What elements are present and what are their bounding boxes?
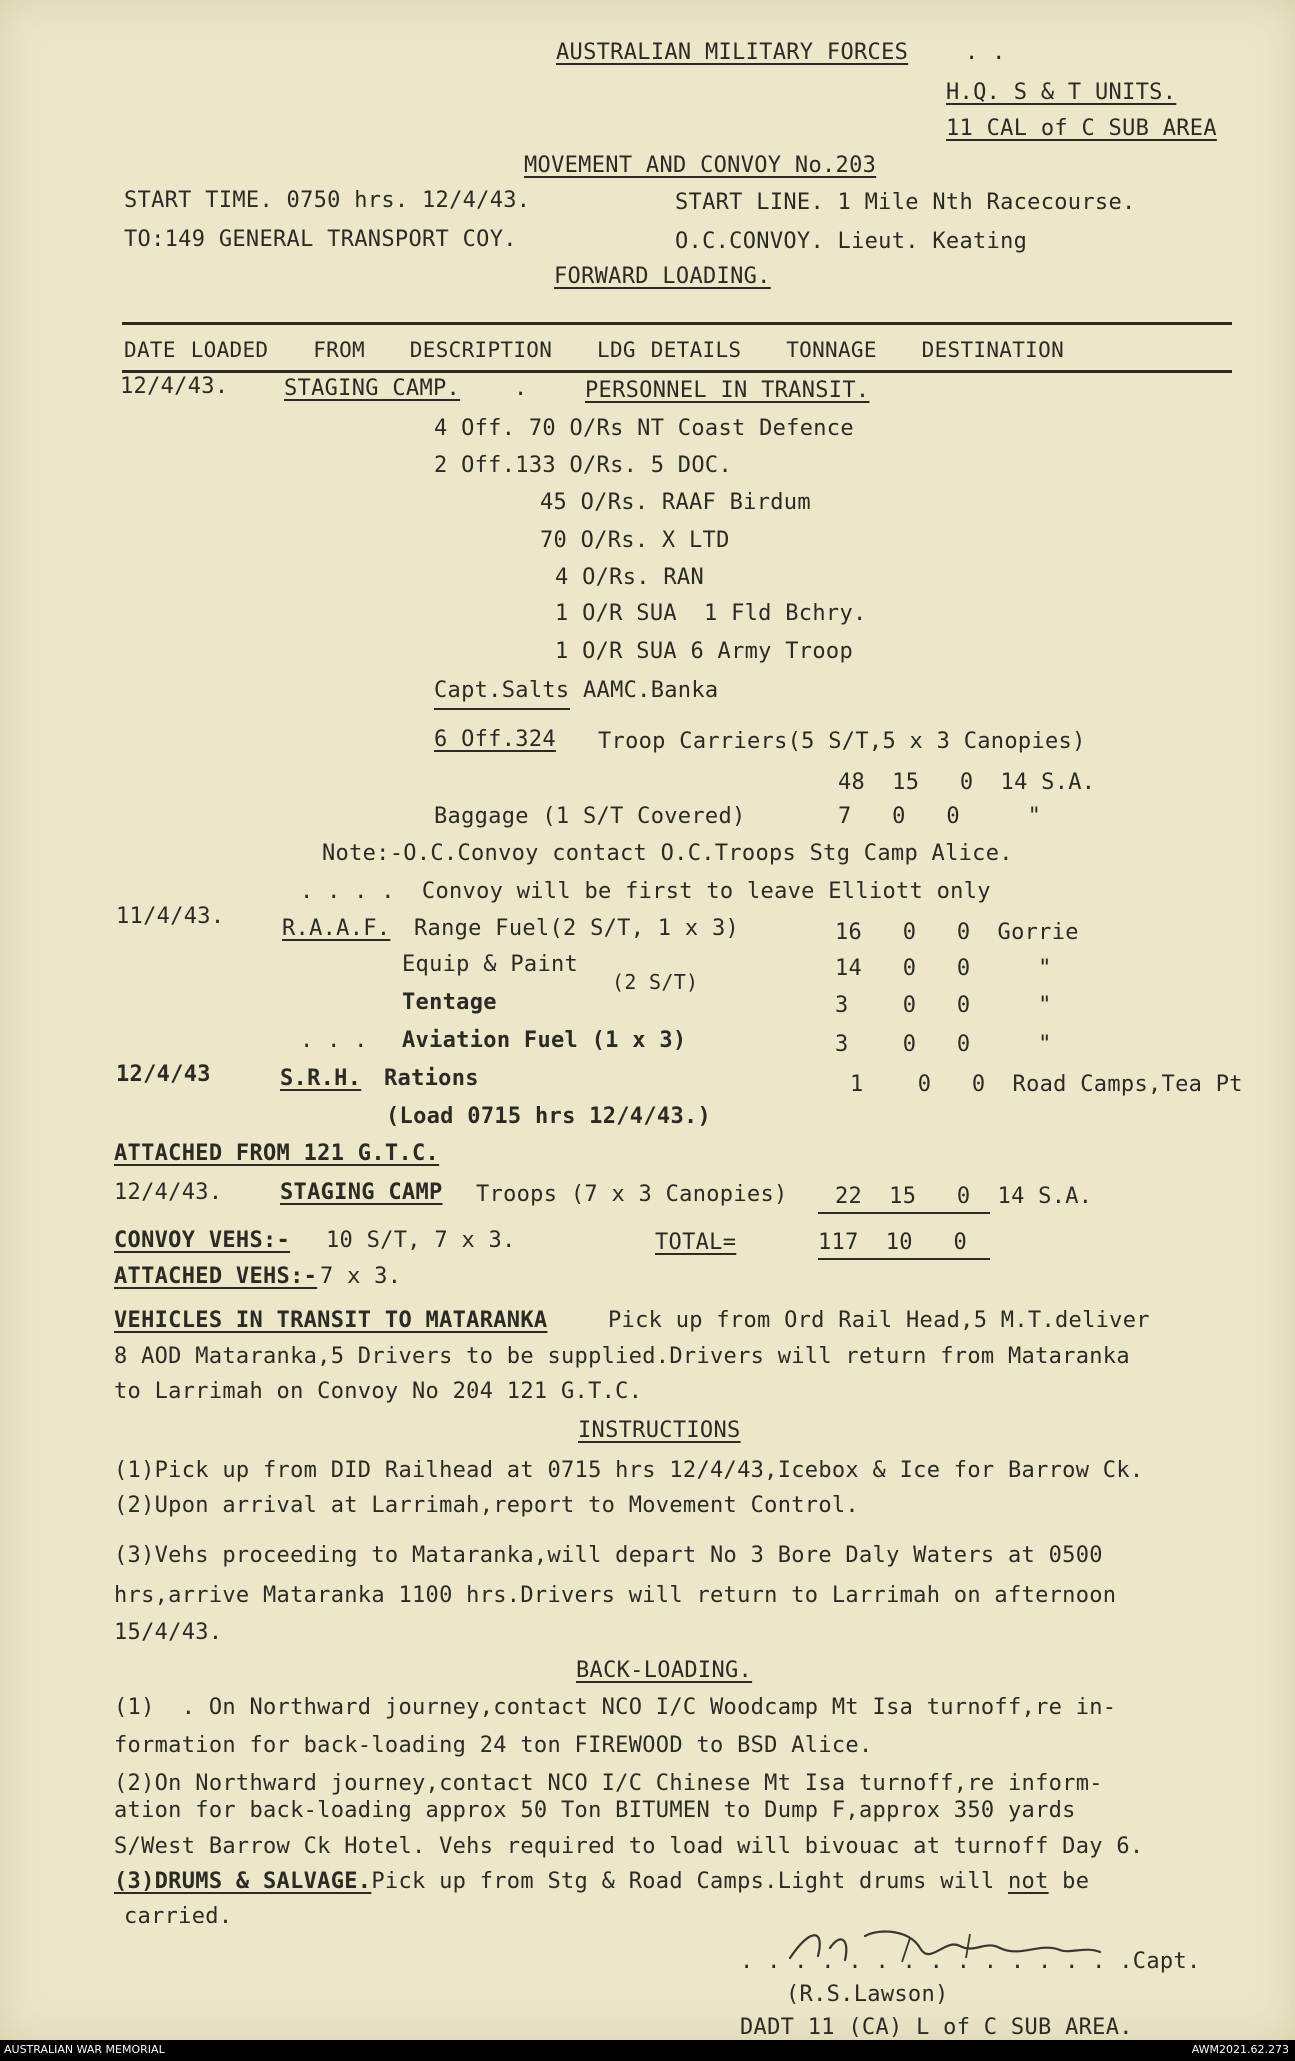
backloading-heading: BACK-LOADING.	[576, 1658, 753, 1683]
signature-dots: . . . . . . . . . . . . . . .Capt.	[740, 1949, 1201, 1974]
total-label: TOTAL=	[655, 1230, 737, 1255]
footer-right: AWM2021.62.273	[1191, 2043, 1289, 2056]
signatory-name: (R.S.Lawson)	[786, 1982, 949, 2007]
row2d-desc: Aviation Fuel (1 x 3)	[402, 1028, 687, 1053]
to-unit: TO:149 GENERAL TRANSPORT COY.	[124, 227, 517, 252]
row4-from: STAGING CAMP	[280, 1180, 443, 1205]
backloading-3	[114, 1871, 1089, 1893]
vehicles-in-transit-1: Pick up from Ord Rail Head,5 M.T.deliver	[608, 1308, 1150, 1333]
note-2: . . . . Convoy will be first to leave Elliott only	[300, 879, 991, 904]
attached-from: ATTACHED FROM 121 G.T.C.	[114, 1141, 440, 1166]
row3-from: S.R.H.	[280, 1066, 362, 1091]
column-headers: DATE LOADED FROM DESCRIPTION LDG DETAILS TONNAGE DESTINATION	[124, 338, 1065, 362]
oc-convoy: O.C.CONVOY. Lieut. Keating	[675, 229, 1028, 254]
row2-date: 11/4/43.	[116, 904, 225, 929]
row2c-desc: Tentage	[402, 990, 497, 1015]
row2-desc: Range Fuel(2 S/T, 1 x 3)	[414, 916, 740, 941]
rule-bottom	[122, 370, 1232, 373]
hq-line-1: H.Q. S & T UNITS.	[946, 80, 1177, 105]
row1-desc: PERSONNEL IN TRANSIT.	[585, 378, 870, 403]
drums-salvage-label: (3)DRUMS & SALVAGE.	[114, 1869, 372, 1894]
attached-vehs-label: ATTACHED VEHS:-	[114, 1264, 318, 1289]
backloading-2b: ation for back-loading approx 50 Ton BITUMEN to Dump F,approx 350 yards	[114, 1798, 1076, 1823]
personnel-2: 2 Off.133 O/Rs. 5 DOC.	[434, 453, 732, 478]
row2-tonnage: 16 0 0 Gorrie	[835, 920, 1079, 945]
backloading-3a-pre: Pick up from Stg & Road Camps.Light drums will	[371, 1869, 1008, 1894]
footer-left: AUSTRALIAN WAR MEMORIAL	[4, 2043, 165, 2056]
personnel-1: 4 Off. 70 O/Rs NT Coast Defence	[434, 416, 854, 441]
row3-date: 12/4/43	[116, 1062, 211, 1087]
personnel-7: 1 O/R SUA 6 Army Troop	[555, 639, 853, 664]
document-title: AUSTRALIAN MILITARY FORCES	[556, 40, 909, 65]
personnel-3: 45 O/Rs. RAAF Birdum	[540, 490, 811, 515]
row1-date: 12/4/43.	[120, 374, 229, 399]
vehicles-in-transit-3: to Larrimah on Convoy No 204 121 G.T.C.	[114, 1379, 643, 1404]
total-officers: 6 Off.324	[434, 727, 556, 752]
backloading-3b: carried.	[124, 1904, 233, 1929]
vehicles-in-transit-label: VEHICLES IN TRANSIT TO MATARANKA	[114, 1308, 548, 1333]
convoy-vehs: 10 S/T, 7 x 3.	[326, 1228, 516, 1253]
baggage-tonnage: 7 0 0 "	[838, 804, 1042, 829]
backloading-3a-not: not	[1007, 1869, 1049, 1894]
row2-from: R.A.A.F.	[282, 916, 391, 941]
vehicles-in-transit-2: 8 AOD Mataranka,5 Drivers to be supplied.Drivers will return from Mataranka	[114, 1344, 1130, 1369]
total-rule-top	[818, 1212, 990, 1214]
troop-carriers-tonnage: 48 15 0 14 S.A.	[838, 770, 1096, 795]
start-line: START LINE. 1 Mile Nth Racecourse.	[675, 190, 1136, 215]
instructions-heading: INSTRUCTIONS	[578, 1418, 741, 1443]
row1-from: STAGING CAMP.	[284, 376, 461, 401]
rule-top	[122, 322, 1232, 325]
note-1: Note:-O.C.Convoy contact O.C.Troops Stg Camp Alice.	[322, 841, 1013, 866]
backloading-3a-post: be	[1048, 1869, 1090, 1894]
row2b-desc: Equip & Paint	[402, 952, 579, 977]
backloading-2a: (2)On Northward journey,contact NCO I/C Chinese Mt Isa turnoff,re inform-	[114, 1771, 1103, 1796]
row2d-lead: . . .	[300, 1028, 368, 1053]
troop-carriers: Troop Carriers(5 S/T,5 x 3 Canopies)	[598, 729, 1086, 754]
personnel-rule	[434, 708, 570, 710]
movement-heading: MOVEMENT AND CONVOY No.203	[524, 153, 877, 178]
personnel-6: 1 O/R SUA 1 Fld Bchry.	[555, 601, 867, 626]
backloading-1a: (1) . On Northward journey,contact NCO I/C Woodcamp Mt Isa turnoff,re in-	[114, 1695, 1117, 1720]
instruction-3c: 15/4/43.	[114, 1620, 223, 1645]
total-rule-bottom	[818, 1258, 990, 1260]
forward-loading: FORWARD LOADING.	[554, 264, 771, 289]
row2-mid: (2 S/T)	[612, 970, 699, 994]
row4-date: 12/4/43.	[114, 1180, 223, 1205]
backloading-2c: S/West Barrow Ck Hotel. Vehs required to load will bivouac at turnoff Day 6.	[114, 1834, 1144, 1859]
instruction-2: (2)Upon arrival at Larrimah,report to Movement Control.	[114, 1493, 859, 1518]
instruction-3b: hrs,arrive Mataranka 1100 hrs.Drivers will return to Larrimah on afternoon	[114, 1583, 1117, 1608]
personnel-8: Capt.Salts AAMC.Banka	[434, 678, 719, 703]
row2b-tonnage: 14 0 0 "	[835, 956, 1052, 981]
instruction-1: (1)Pick up from DID Railhead at 0715 hrs 12/4/43,Icebox & Ice for Barrow Ck.	[114, 1458, 1144, 1483]
attached-vehs: 7 x 3.	[320, 1264, 402, 1289]
personnel-5: 4 O/Rs. RAN	[555, 565, 704, 590]
backloading-1b: formation for back-loading 24 ton FIREWOOD to BSD Alice.	[114, 1733, 873, 1758]
hq-line-2: 11 CAL of C SUB AREA	[946, 116, 1217, 141]
total-tonnage: 117 10 0	[818, 1230, 967, 1255]
convoy-vehs-label: CONVOY VEHS:-	[114, 1228, 291, 1253]
start-time: START TIME. 0750 hrs. 12/4/43.	[124, 188, 531, 213]
header-dots: . .	[965, 40, 1006, 65]
row1-dot: .	[514, 376, 528, 401]
signatory-title: DADT 11 (CA) L of C SUB AREA.	[740, 2015, 1133, 2040]
row3-tonnage: 1 0 0 Road Camps,Tea Pt	[850, 1072, 1243, 1097]
row3-desc: Rations	[384, 1066, 479, 1091]
instruction-3a: (3)Vehs proceeding to Mataranka,will depart No 3 Bore Daly Waters at 0500	[114, 1543, 1103, 1568]
personnel-4: 70 O/Rs. X LTD	[540, 528, 730, 553]
baggage: Baggage (1 S/T Covered)	[434, 804, 746, 829]
row4-tonnage: 22 15 0 14 S.A.	[835, 1184, 1093, 1209]
row2d-tonnage: 3 0 0 "	[835, 1032, 1052, 1057]
row3-load-time: (Load 0715 hrs 12/4/43.)	[386, 1104, 712, 1129]
row2c-tonnage: 3 0 0 "	[835, 993, 1052, 1018]
row4-desc: Troops (7 x 3 Canopies)	[476, 1182, 788, 1207]
